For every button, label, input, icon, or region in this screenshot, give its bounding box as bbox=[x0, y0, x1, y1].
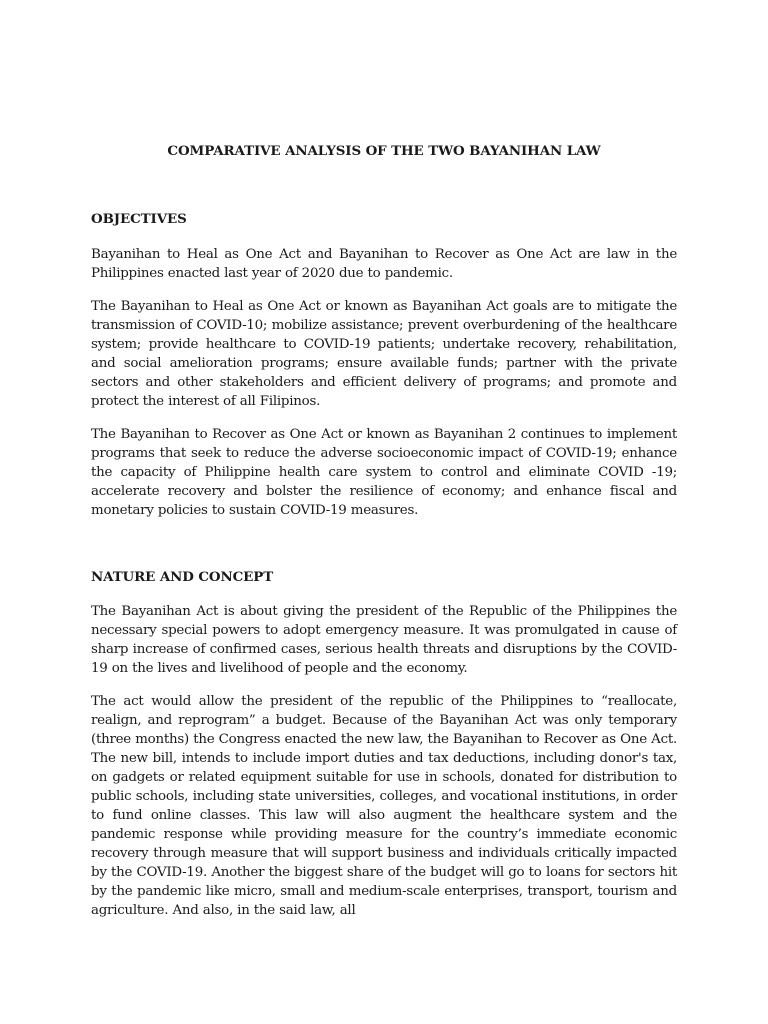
nature-paragraph-2: The act would allow the president of the republic of the Philippines to “reallocate, realign, and reprogram” a budget. Because of the Bayanihan Act was only temporary (three months) the Congress enacted the new law, the Bayanihan to Recover as One Act. The new bill, intends to include import duties and tax deductions, including donor's tax, on gadgets or related equipment suitable for use in schools, donated for distribution to public schools, including state universities, colleges, and vocational institutions, in order to fund online classes. This law will also augment the healthcare system and the pandemic response while providing measure for the country’s immediate economic recovery through measure that will support business and individuals critically impacted by the COVID-19. Another the biggest share of the budget will go to loans for sectors hit by the pandemic like micro, small and medium-scale enterprises, transport, tourism and agriculture. And also, in the said law, all bbox=[91, 694, 677, 918]
document-title: COMPARATIVE ANALYSIS OF THE TWO BAYANIHAN LAW bbox=[167, 143, 601, 159]
objectives-paragraph-3: The Bayanihan to Recover as One Act or known as Bayanihan 2 continues to implement programs that seek to reduce the adverse socioeconomic impact of COVID-19; enhance the capacity of Philippine health care system to control and eliminate COVID -19; accelerate recovery and bolster the resilience of economy; and enhance fiscal and monetary policies to sustain COVID-19 measures. bbox=[91, 427, 677, 518]
section-heading-nature-and-concept: NATURE AND CONCEPT bbox=[91, 569, 274, 585]
objectives-paragraph-2: The Bayanihan to Heal as One Act or known as Bayanihan Act goals are to mitigate the transmission of COVID-10; mobilize assistance; prevent overburdening of the healthcare system; provide healthcare to COVID-19 patients; undertake recovery, rehabilitation, and social amelioration programs; ensure available funds; partner with the private sectors and other stakeholders and efficient delivery of programs; and promote and protect the interest of all Filipinos. bbox=[91, 299, 677, 409]
objectives-paragraph-1: Bayanihan to Heal as One Act and Bayanihan to Recover as One Act are law in the Philippines enacted last year of 2020 due to pandemic. bbox=[91, 247, 677, 281]
section-heading-objectives: OBJECTIVES bbox=[91, 211, 187, 227]
nature-paragraph-1: The Bayanihan Act is about giving the president of the Republic of the Philippines the necessary special powers to adopt emergency measure. It was promulgated in cause of sharp increase of confirmed cases, serious health threats and disruptions by the COVID-19 on the lives and livelihood of people and the economy. bbox=[91, 604, 677, 676]
